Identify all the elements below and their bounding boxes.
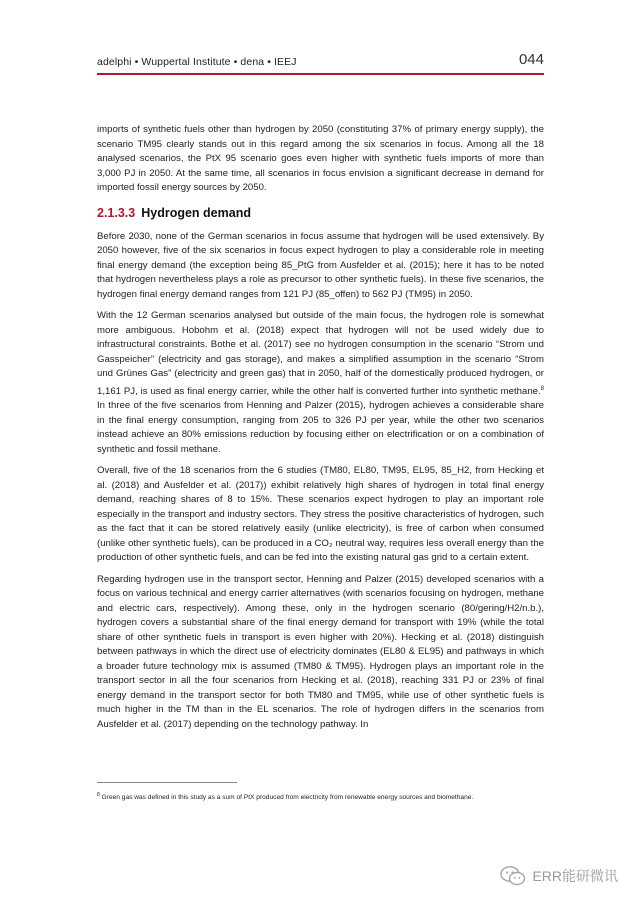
paragraph: imports of synthetic fuels other than hydrogen by 2050 (constituting 37% of primary energy supply), the scenario TM95 clearly stands out in this regard among the six scenarios in focus. Among all the 18 analysed scenarios, the PtX 95 scenario goes even higher with synthetic fuels imports of more than 3,000 PJ in 2050. At the same time, all scenarios in focus envision a significant decrease in demand for imported fossil energy sources by 2050.: [97, 124, 544, 193]
footnote-text: Green gas was defined in this study as a sum of PtX produced from electricity from renewable energy sources and biomethane.: [99, 794, 474, 802]
section-title: Hydrogen demand: [141, 205, 251, 220]
header-organizations: adelphi • Wuppertal Institute • dena • IEEJ: [97, 56, 297, 68]
wechat-icon: [500, 865, 526, 887]
paragraph-text: With the 12 German scenarios analysed but outside of the main focus, the hydrogen role is somewhat more ambiguous. Hobohm et al. (2018) expect that hydrogen will not be used widely due to infrastructural constraints. Bothe et al. (2017) see no hydrogen consumption in the scenario “Strom und Gasspeicher” (electricity and gas storage), and makes a simplified assumption in the scenario “Strom und Grünes Gas” (electricity and green gas) that in 2050, half of the domestically produced hydrogen, or 1,161 PJ, is used as final energy carrier, while the other half is converted further into synthetic methane.: [97, 310, 544, 397]
footnote: [97, 791, 544, 802]
paragraph: Regarding hydrogen use in the transport sector, Henning and Palzer (2015) developed scenarios with a focus on various technical and energy carrier alternatives (with scenarios focusing on hydrogen, methane and electric cars, respectively). Among these, only in the hydrogen scenario (80/gering/H2/n.b.), hydrogen covers a substantial share of the final energy demand for transport with 19% (while the total share of other synthetic fuels in transport is even higher with 20%). Hecking et al. (2018) distinguish between pathways in which the direct use of electricity dominates (EL80 & EL95) and pathways in which a broader future technology mix is assumed (TM80 & TM95). Hydrogen plays an important role in the transport sector in all the four scenarios from Hecking et al. (2018), reaching 331 PJ or 23% of final energy demand in the transport sector for both TM80 and TM95, while use of other synthetic fuels is much higher in the TM than in the EL scenarios. The role of hydrogen differs in the scenarios from Ausfelder et al. (2017) depending on the technology pathway. In: [97, 573, 544, 730]
section-number: 2.1.3.3: [97, 205, 136, 220]
document-body: [97, 123, 544, 739]
watermark-text: ERR能研微讯: [532, 868, 618, 884]
footnote-reference[interactable]: 8: [540, 385, 544, 392]
section-heading: [97, 204, 544, 222]
footnote-number: 8: [97, 792, 100, 798]
header-divider: [97, 73, 544, 75]
page-number: 044: [518, 51, 544, 68]
footnote-divider: [97, 782, 237, 783]
paragraph: [97, 309, 544, 457]
paragraph: Overall, five of the 18 scenarios from the 6 studies (TM80, EL80, TM95, EL95, 85_H2, from Hecking et al. (2018) and Ausfelder et al. (2017)) exhibit relatively high shares of hydrogen in total final energy demand, reaching shares of 8 to 15%. These scenarios expect hydrogen to play an important role especially in the transport and industry sectors. They stress the positive characteristics of hydrogen, such as the fact that it can be stored relatively easily (unlike electricity), is free of carbon when consumed (unlike other synthetic fuels), can be produced in a CO₂ neutral way, requires less overall energy than the production of other synthetic fuels, and can be fed into the existing natural gas grid to a certain extent.: [97, 465, 544, 564]
paragraph-text: In three of the five scenarios from Henning and Palzer (2015), hydrogen achieves a considerable share in the final energy consumption, ranging from 205 to 326 PJ per year, while the other two scenarios instead achieve an 80% emissions reduction by focusing either on electrification or on a combination of synthetic and fossil methane.: [97, 400, 544, 455]
watermark: [500, 865, 618, 887]
page-header: [97, 50, 544, 72]
paragraph: Before 2030, none of the German scenarios in focus assume that hydrogen will be used extensively. By 2050 however, five of the six scenarios in focus expect hydrogen to play a considerable role in meeting final energy demand (the exception being 85_PtG from Ausfelder et al. (2015); here it has to be noted that hydrogen nevertheless plays a role as precursor to other synthetic fuels). In these five scenarios, the hydrogen final energy demand ranges from 121 PJ (85_offen) to 562 PJ (TM95) in 2050.: [97, 230, 544, 300]
